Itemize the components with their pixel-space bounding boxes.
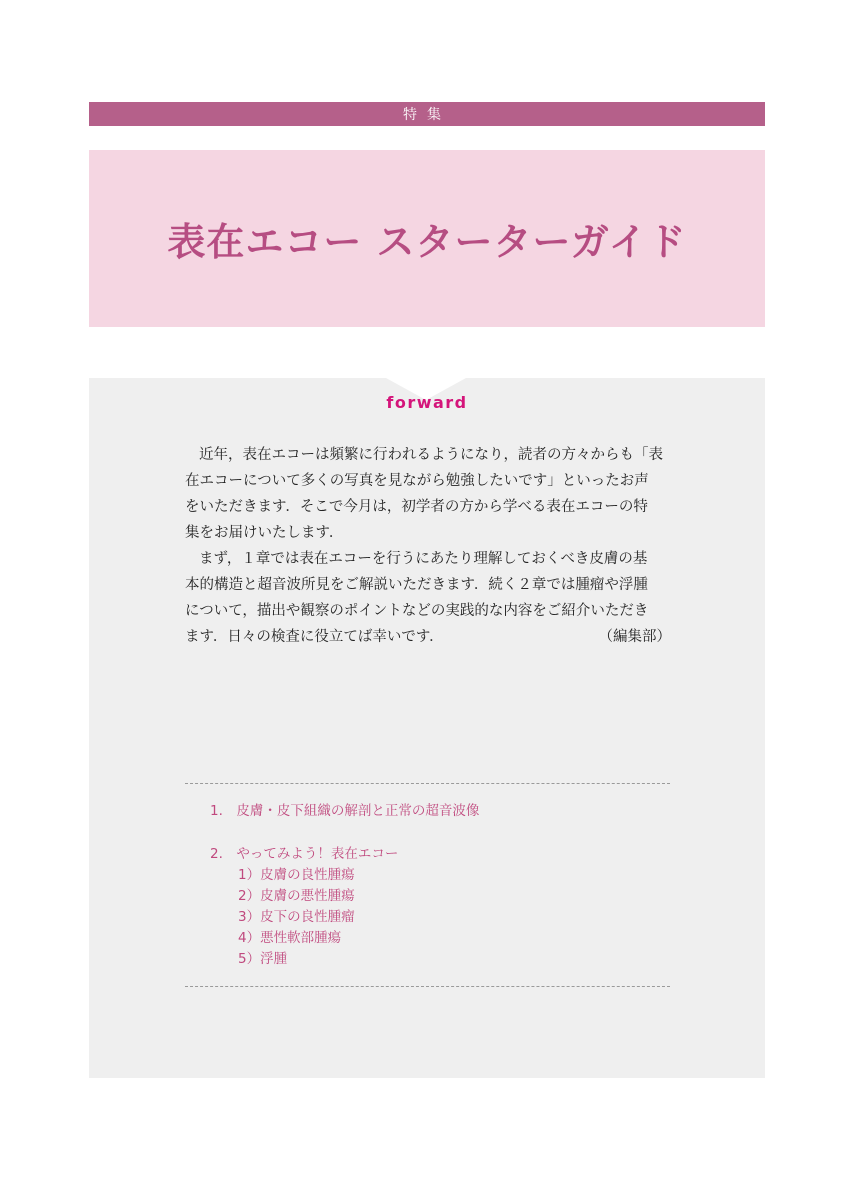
intro-line: 集をお届けいたします． [185,525,344,541]
intro-line: ます．日々の検査に役立てば幸いです． [185,629,444,645]
toc-subitem[interactable]: 5）浮腫 [238,951,288,967]
toc-subitem[interactable]: 1）皮膚の良性腫瘍 [238,867,355,883]
toc-divider-bottom [185,986,670,987]
page-title: 表在エコー スターターガイド [167,220,687,264]
section-label: 特集 [403,107,451,123]
intro-line: について，描出や観察のポイントなどの実践的な内容をご紹介いただき [185,603,649,619]
editor-signature: （編集部） [598,629,671,645]
intro-line: 近年，表在エコーは頻繁に行われるようになり，読者の方々からも「表 [199,447,663,463]
toc-subitem[interactable]: 4）悪性軟部腫瘍 [238,930,342,946]
intro-line: まず，１章では表在エコーを行うにあたり理解しておくべき皮膚の基 [199,551,648,567]
toc-subitem[interactable]: 2）皮膚の悪性腫瘍 [238,888,355,904]
section-header-band [89,102,765,126]
intro-last-line [185,624,671,650]
table-of-contents [210,801,670,970]
intro-line: をいただきます．そこで今月は，初学者の方から学べる表在エコーの特 [185,499,648,515]
forward-heading: forward [386,393,468,412]
title-box [89,150,765,327]
intro-line: 在エコーについて多くの写真を見ながら勉強したいです」といったお声 [185,473,649,489]
toc-item-2[interactable]: 2. やってみよう！表在エコー [210,846,399,862]
toc-divider-top [185,783,670,784]
intro-line: 本的構造と超音波所見をご解説いただきます．続く２章では腫瘤や浮腫 [185,577,648,593]
intro-text [185,442,671,650]
toc-item-1[interactable]: 1. 皮膚・皮下組織の解剖と正常の超音波像 [210,803,480,819]
toc-subitem[interactable]: 3）皮下の良性腫瘤 [238,909,355,925]
